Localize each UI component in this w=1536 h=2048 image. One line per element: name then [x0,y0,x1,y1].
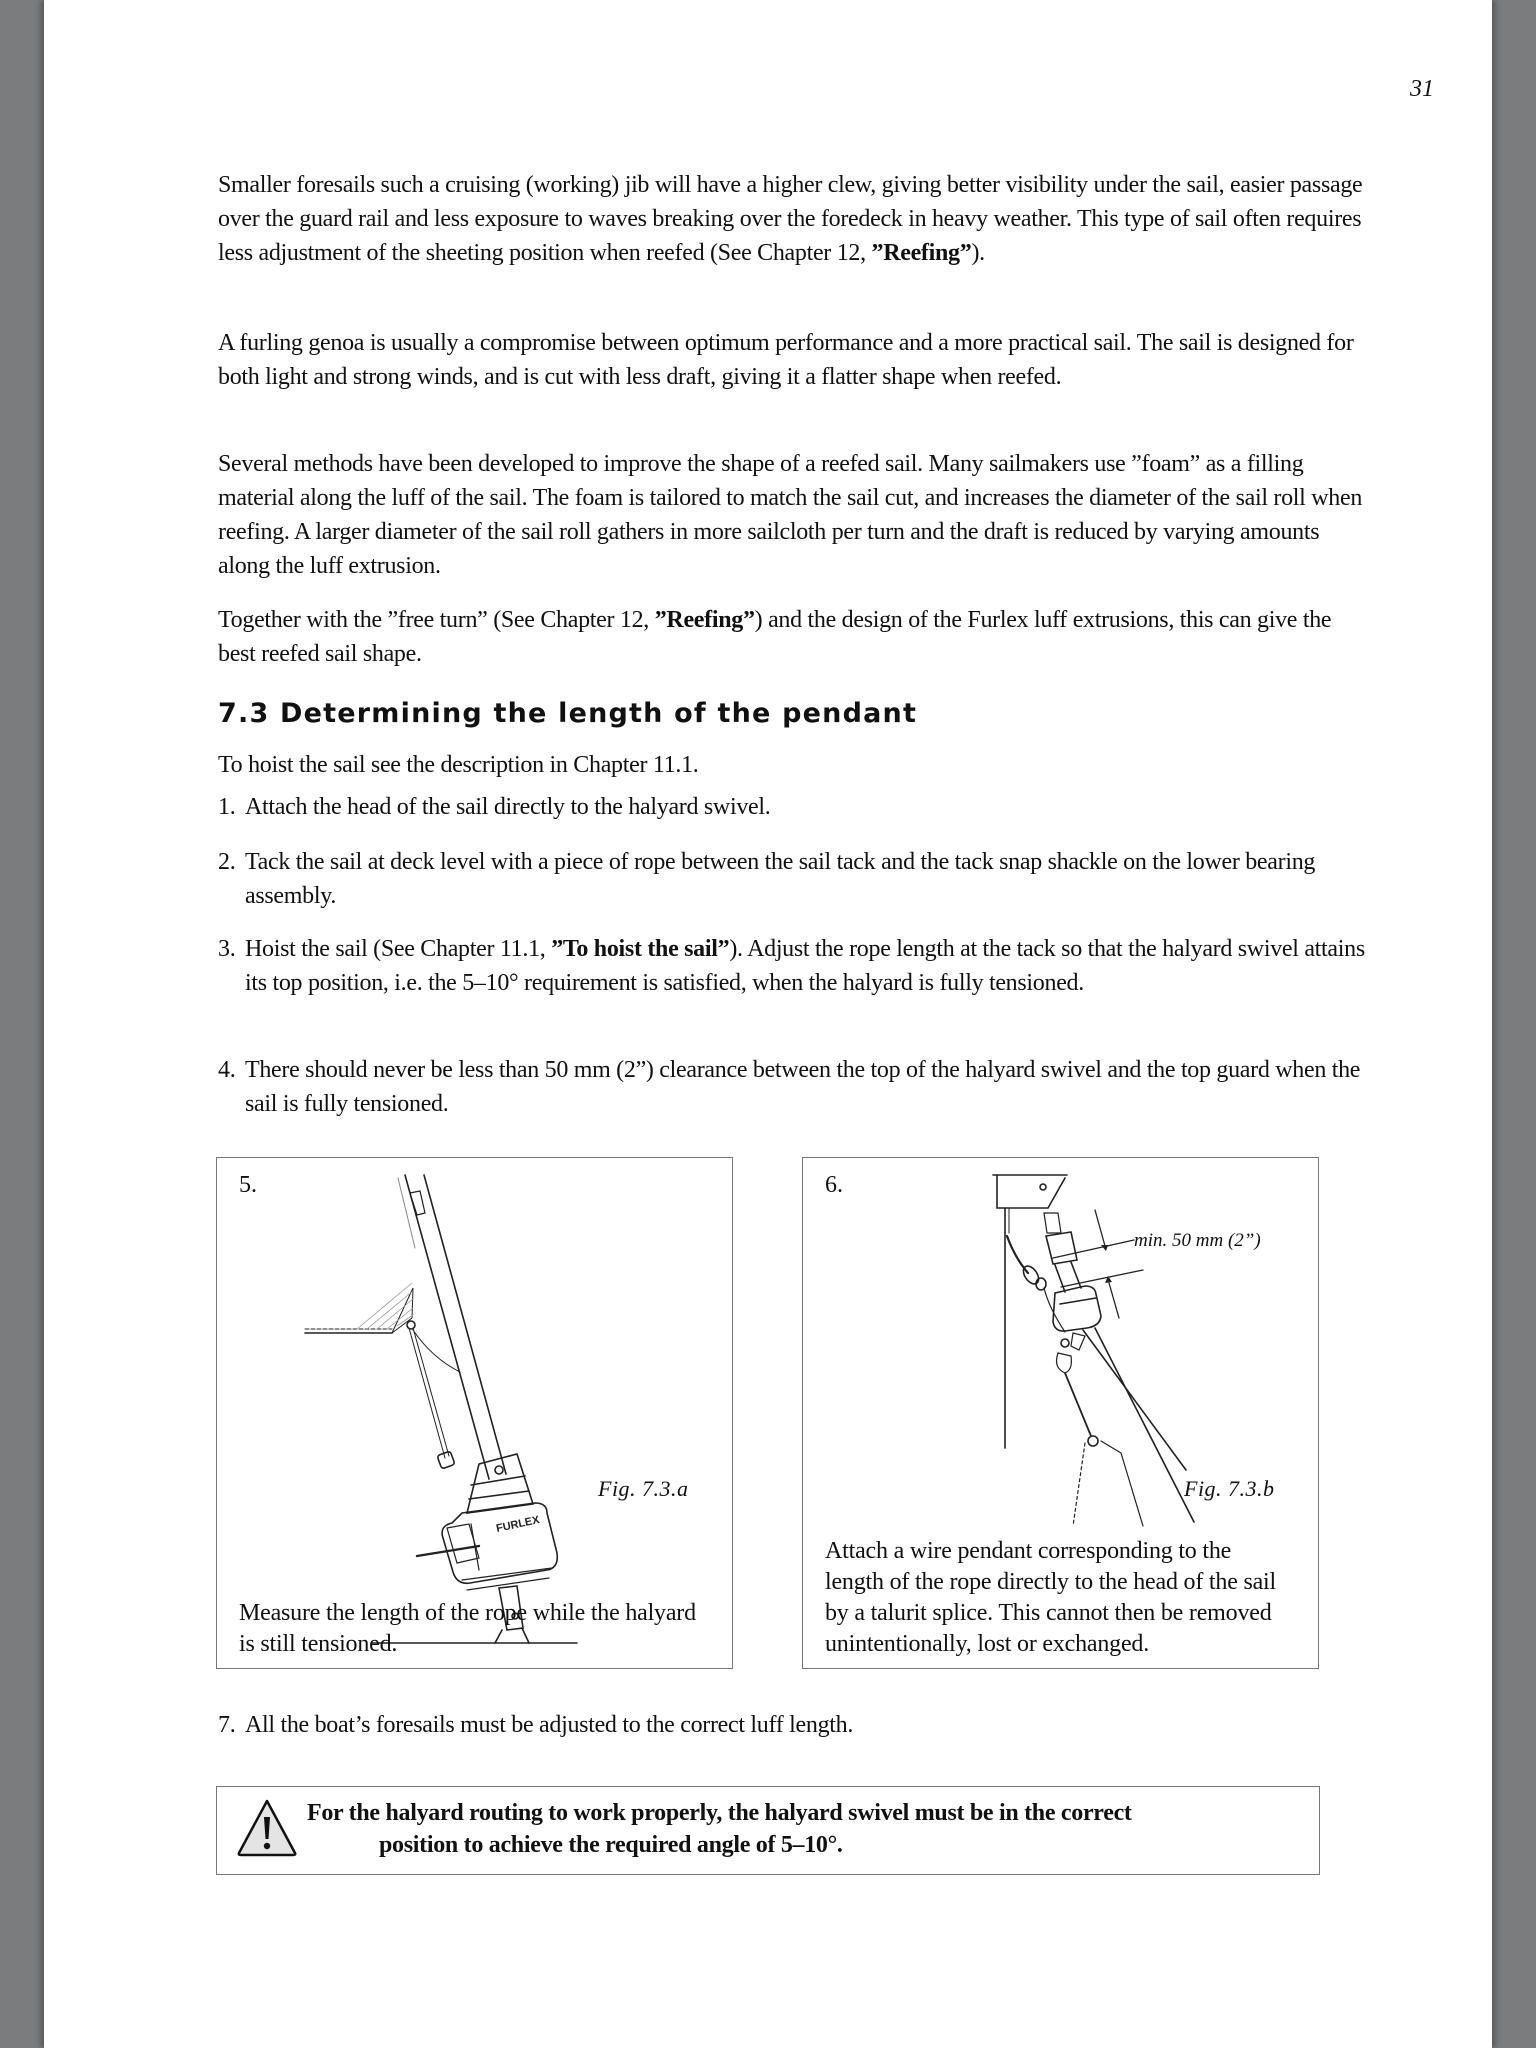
paragraph-smaller-foresails [218,168,1368,270]
paragraph-text: Smaller foresails such a cruising (working) jib will have a higher clew, giving better visibility under the sail, easier passage over the guard rail and less exposure to waves breaking over the foredeck in heavy weather. This type of sail often requires less adjustment of the sheeting position when reefed (See Chapter 12, [218,172,1363,266]
section-intro: To hoist the sail see the description in Chapter 11.1. [218,752,699,778]
step-text: Tack the sail at deck level with a piece of rope between the sail tack and the tack snap shackle on the lower bearing assembly. [245,849,1316,909]
paragraph-free-turn [218,603,1368,671]
reefing-reference: ”Reefing” [654,607,755,633]
figure-step-number: 6. [825,1172,843,1198]
step-text: Attach the head of the sail directly to the halyard swivel. [245,794,771,820]
step-number: 2. [218,849,236,875]
figure-caption: Attach a wire pendant corresponding to the length of the rope directly to the head of the sail by a talurit splice. This cannot then be removed unintentionally, lost or exchanged. [825,1538,1276,1657]
paragraph-reefed-sail-methods: Several methods have been developed to improve the shape of a reefed sail. Many sailmakers use ”foam” as a filling material along the luff of the sail. The foam is tailored to match the sail cut, and increases the diameter of the sail roll when reefing. A larger diameter of the sail roll gathers in more sailcloth per turn and the draft is reduced by varying amounts along the luff extrusion. [218,451,1363,579]
reefing-reference: ”Reefing” [871,240,972,266]
paragraph-text: ) and the design of the Furlex luff extrusions, this can give the best reefed sail shape. [218,607,1332,667]
dimension-label: min. 50 mm (2”) [1134,1230,1261,1251]
warning-line: For the halyard routing to work properly, the halyard swivel must be in the correct [307,1800,1132,1826]
step-number: 7. [218,1712,236,1738]
step-text: ). Adjust the rope length at the tack so that the halyard swivel attains its top position, i.e. the 5–10° requirement is satisfied, when the halyard is fully tensioned. [245,936,1365,996]
step-text: There should never be less than 50 mm (2”) clearance between the top of the halyard swivel and the top guard when the sail is fully tensioned. [245,1057,1361,1117]
step-7 [218,1708,1368,1742]
warning-box [216,1786,1320,1875]
warning-line: position to achieve the required angle of 5–10°. [379,1832,843,1858]
step-2 [218,845,1368,913]
document-page [44,0,1492,2048]
warning-triangle-icon [235,1797,299,1859]
figure-label: Fig. 7.3.b [1184,1476,1275,1501]
step-text: All the boat’s foresails must be adjusted to the correct luff length. [245,1712,854,1738]
warning-text [307,1797,1307,1861]
figure-7-3-b [802,1157,1319,1669]
figure-7-3-a [216,1157,733,1669]
step-number: 3. [218,936,236,962]
figure-step-number: 5. [239,1172,257,1198]
figure-caption: Measure the length of the rope while the halyard is still tensioned. [239,1600,696,1657]
paragraph-text: ). [971,240,985,266]
furlex-brand-label: FURLEX [495,1514,541,1535]
step-number: 4. [218,1057,236,1083]
section-heading: 7.3 Determining the length of the pendant [218,698,918,729]
figure-label: Fig. 7.3.a [598,1476,689,1501]
step-number: 1. [218,794,236,820]
step-4 [218,1053,1368,1121]
furlex-drum-illustration [217,1158,734,1670]
page-number: 31 [1410,76,1434,102]
paragraph-text: Together with the ”free turn” (See Chapter 12, [218,607,655,633]
step-3 [218,932,1368,1000]
hoist-reference: ”To hoist the sail” [551,936,730,962]
step-text: Hoist the sail (See Chapter 11.1, [245,936,552,962]
paragraph-furling-genoa: A furling genoa is usually a compromise between optimum performance and a more practical sail. The sail is designed for both light and strong winds, and is cut with less draft, giving it a flatter shape when reefed. [218,330,1354,390]
step-1 [218,790,1368,824]
